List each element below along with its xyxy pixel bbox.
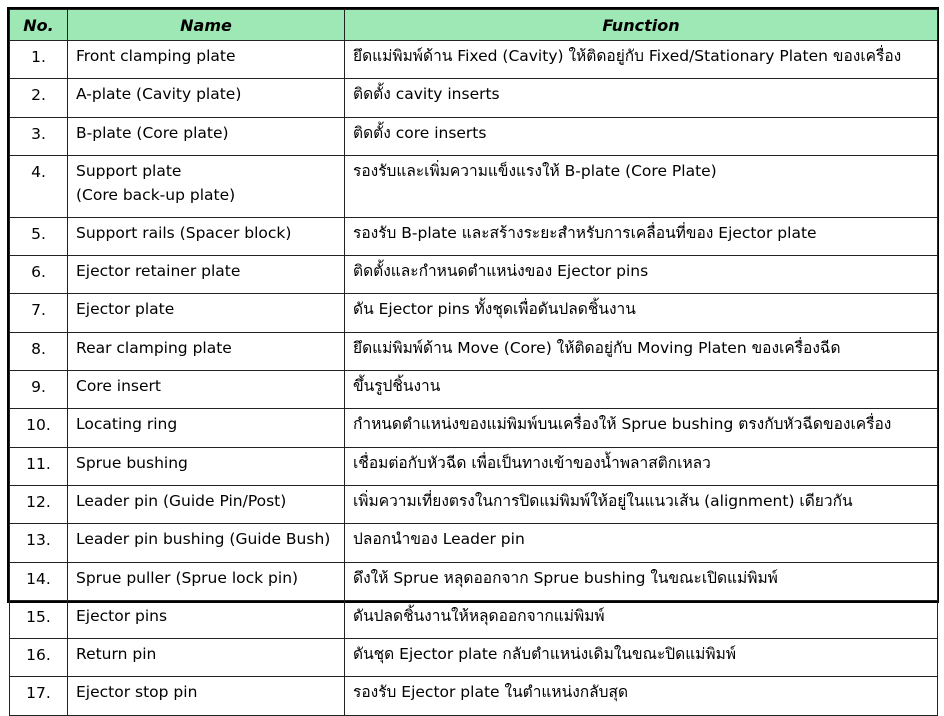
row-number: 14. (10, 562, 68, 600)
row-number: 12. (10, 485, 68, 523)
table-header-row (10, 10, 938, 41)
component-function: ดันชุด Ejector plate กลับตำแหน่งเดิมในขณะปิดแม่พิมพ์ (345, 639, 938, 677)
table-row (10, 524, 938, 562)
component-name: Return pin (68, 639, 345, 677)
row-number: 4. (10, 155, 68, 217)
component-name: Locating ring (68, 409, 345, 447)
component-name: B-plate (Core plate) (68, 117, 345, 155)
header-function: Function (345, 10, 938, 41)
table-row (10, 409, 938, 447)
component-function: ยึดแม่พิมพ์ด้าน Move (Core) ให้ติดอยู่กับ Moving Platen ของเครื่องฉีด (345, 332, 938, 370)
component-function: ติดตั้ง core inserts (345, 117, 938, 155)
component-function: ติดตั้งและกำหนดตำแหน่งของ Ejector pins (345, 256, 938, 294)
component-name-line-1: Support plate (76, 161, 182, 180)
table-row (10, 79, 938, 117)
table-row (10, 217, 938, 255)
component-name: A-plate (Cavity plate) (68, 79, 345, 117)
table-row (10, 117, 938, 155)
component-function: เชื่อมต่อกับหัวฉีด เพื่อเป็นทางเข้าของน้ำพลาสติกเหลว (345, 447, 938, 485)
component-name: Leader pin bushing (Guide Bush) (68, 524, 345, 562)
row-number: 3. (10, 117, 68, 155)
row-number: 9. (10, 371, 68, 409)
table-row (10, 447, 938, 485)
component-function: เพิ่มความเที่ยงตรงในการปิดแม่พิมพ์ให้อยู่ในแนวเส้น (alignment) เดียวกัน (345, 485, 938, 523)
table-row (10, 155, 938, 217)
component-function: รองรับและเพิ่มความแข็งแรงให้ B-plate (Core Plate) (345, 155, 938, 217)
component-name: Core insert (68, 371, 345, 409)
component-function: กำหนดตำแหน่งของแม่พิมพ์บนเครื่องให้ Sprue bushing ตรงกับหัวฉีดของเครื่อง (345, 409, 938, 447)
row-number: 10. (10, 409, 68, 447)
table-row (10, 562, 938, 600)
component-name: Rear clamping plate (68, 332, 345, 370)
table-row (10, 371, 938, 409)
component-name: Leader pin (Guide Pin/Post) (68, 485, 345, 523)
component-function: ขึ้นรูปชิ้นงาน (345, 371, 938, 409)
row-number: 2. (10, 79, 68, 117)
component-name: Front clamping plate (68, 41, 345, 79)
mold-components-table (9, 9, 938, 716)
row-number: 7. (10, 294, 68, 332)
component-name: Ejector plate (68, 294, 345, 332)
component-name: Ejector pins (68, 600, 345, 638)
mold-components-table-frame (7, 7, 939, 703)
table-row (10, 41, 938, 79)
component-function: ดัน Ejector pins ทั้งชุดเพื่อดันปลดชิ้นงาน (345, 294, 938, 332)
table-row (10, 677, 938, 715)
component-function: ดึงให้ Sprue หลุดออกจาก Sprue bushing ในขณะเปิดแม่พิมพ์ (345, 562, 938, 600)
component-name: Sprue puller (Sprue lock pin) (68, 562, 345, 600)
component-name: Support rails (Spacer block) (68, 217, 345, 255)
header-name: Name (68, 10, 345, 41)
table-row (10, 294, 938, 332)
component-name (68, 155, 345, 217)
table-row (10, 485, 938, 523)
table-row (10, 256, 938, 294)
row-number: 6. (10, 256, 68, 294)
table-row (10, 600, 938, 638)
table-row (10, 639, 938, 677)
component-function: ยึดแม่พิมพ์ด้าน Fixed (Cavity) ให้ติดอยู่กับ Fixed/Stationary Platen ของเครื่อง (345, 41, 938, 79)
row-number: 17. (10, 677, 68, 715)
component-function: รองรับ B-plate และสร้างระยะสำหรับการเคลื่อนที่ของ Ejector plate (345, 217, 938, 255)
row-number: 11. (10, 447, 68, 485)
component-name-line-2: (Core back-up plate) (76, 185, 236, 204)
row-number: 13. (10, 524, 68, 562)
component-function: รองรับ Ejector plate ในตำแหน่งกลับสุด (345, 677, 938, 715)
component-function: ปลอกนำของ Leader pin (345, 524, 938, 562)
row-number: 16. (10, 639, 68, 677)
row-number: 5. (10, 217, 68, 255)
table-row (10, 332, 938, 370)
component-name: Ejector retainer plate (68, 256, 345, 294)
row-number: 15. (10, 600, 68, 638)
component-function: ติดตั้ง cavity inserts (345, 79, 938, 117)
row-number: 8. (10, 332, 68, 370)
header-no: No. (10, 10, 68, 41)
component-name: Ejector stop pin (68, 677, 345, 715)
component-name: Sprue bushing (68, 447, 345, 485)
component-function: ดันปลดชิ้นงานให้หลุดออกจากแม่พิมพ์ (345, 600, 938, 638)
row-number: 1. (10, 41, 68, 79)
